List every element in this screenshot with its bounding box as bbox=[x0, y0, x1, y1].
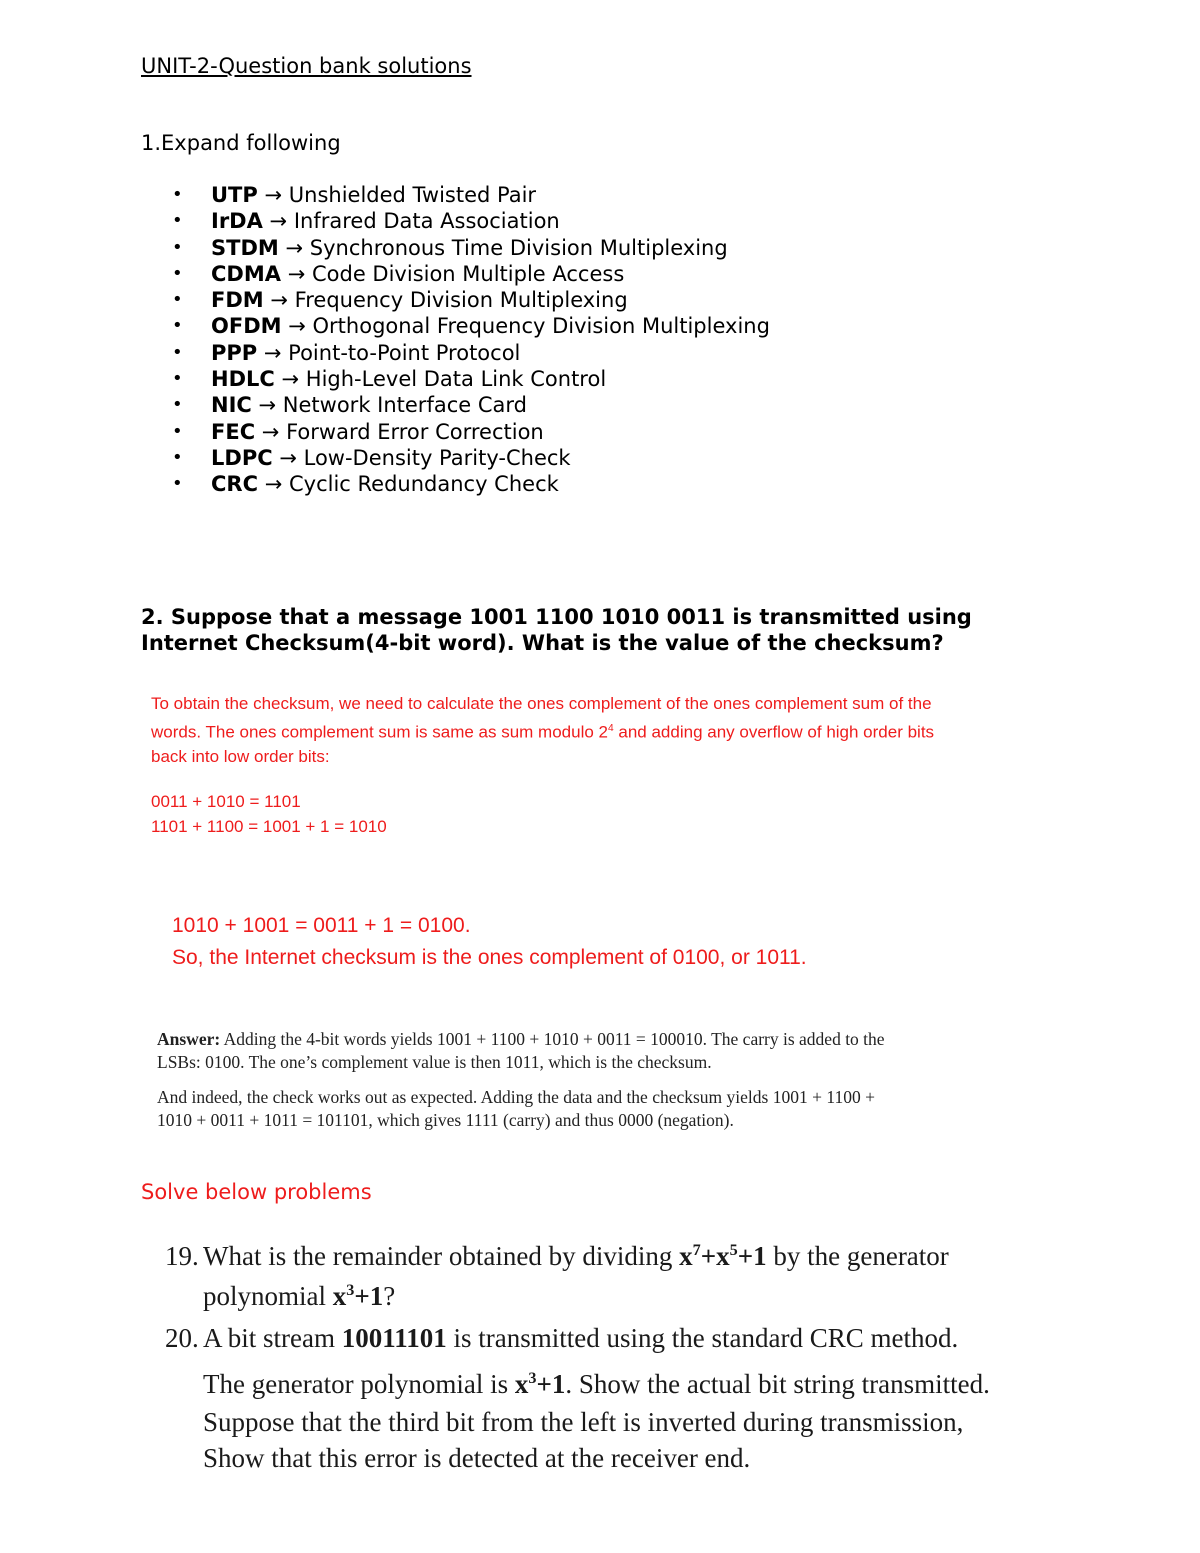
bullet-icon: • bbox=[172, 368, 183, 390]
exponent: 7 bbox=[692, 1241, 701, 1259]
expansion: Low-Density Parity-Check bbox=[303, 445, 571, 470]
calc-line: So, the Internet checksum is the ones complement of 0100, or 1011. bbox=[172, 946, 807, 969]
poly-var: x bbox=[679, 1241, 693, 1271]
expansion: Code Division Multiple Access bbox=[311, 261, 625, 286]
abbreviation-list bbox=[172, 182, 770, 498]
list-item bbox=[172, 419, 770, 445]
q2-question bbox=[141, 604, 972, 656]
arrow-icon: → bbox=[263, 340, 282, 365]
bullet-icon: • bbox=[172, 341, 183, 363]
bullet-icon: • bbox=[172, 446, 183, 468]
abbr: UTP bbox=[211, 183, 258, 207]
list-item bbox=[172, 208, 770, 234]
answer-line: And indeed, the check works out as expected. Adding the data and the checksum yields 1001 + 1100 + bbox=[157, 1087, 875, 1107]
abbr: IrDA bbox=[211, 209, 263, 234]
list-item bbox=[172, 366, 770, 392]
arrow-icon: → bbox=[281, 367, 300, 392]
abbr: CRC bbox=[211, 472, 258, 497]
problem-19 bbox=[165, 1233, 949, 1313]
abbr: FEC bbox=[211, 419, 256, 444]
bullet-icon: • bbox=[172, 184, 183, 205]
bullet-icon: • bbox=[172, 262, 183, 284]
problem-20 bbox=[165, 1318, 990, 1476]
q2-line: Internet Checksum(4-bit word). What is the value of the checksum? bbox=[141, 631, 944, 655]
arrow-icon: → bbox=[288, 314, 306, 339]
poly-term: +1 bbox=[536, 1369, 566, 1399]
list-item bbox=[172, 261, 770, 287]
arrow-icon: → bbox=[264, 472, 283, 497]
expansion: Synchronous Time Division Multiplexing bbox=[309, 235, 728, 260]
expansion: Cyclic Redundancy Check bbox=[288, 472, 559, 497]
expansion: Network Interface Card bbox=[282, 393, 527, 418]
problem-text: polynomial bbox=[203, 1281, 333, 1311]
abbr: FDM bbox=[211, 288, 264, 313]
answer-label: Answer: bbox=[157, 1029, 221, 1049]
answer-line: 1010 + 0011 + 1011 = 101101, which gives 1111 (carry) and thus 0000 (negation). bbox=[157, 1110, 734, 1130]
bullet-icon: • bbox=[172, 210, 183, 232]
poly-var: x bbox=[514, 1369, 529, 1399]
solve-heading: Solve below problems bbox=[141, 1180, 372, 1204]
poly-term: +1 bbox=[737, 1241, 767, 1271]
q2-calculation bbox=[151, 789, 387, 839]
problem-text: The generator polynomial is bbox=[203, 1369, 515, 1399]
explanation-text: and adding any overflow of high order bits bbox=[613, 722, 935, 742]
exponent: 3 bbox=[346, 1281, 355, 1299]
poly-term: +x bbox=[700, 1241, 730, 1271]
problem-text: is transmitted using the standard CRC method. bbox=[446, 1323, 959, 1353]
exponent: 5 bbox=[729, 1241, 738, 1259]
expansion: Point-to-Point Protocol bbox=[288, 340, 521, 365]
answer-line bbox=[157, 1028, 885, 1051]
poly-term: +1 bbox=[354, 1281, 384, 1311]
abbr: NIC bbox=[211, 393, 252, 418]
q2-verification bbox=[157, 1086, 875, 1132]
arrow-icon: → bbox=[287, 261, 306, 286]
problem-text: . Show the actual bit string transmitted. bbox=[565, 1369, 990, 1399]
arrow-icon: → bbox=[279, 445, 297, 470]
calc-line: 0011 + 1010 = 1101 bbox=[151, 792, 301, 811]
problem-text: Suppose that the third bit from the left is inverted during transmission, bbox=[203, 1407, 964, 1437]
list-item bbox=[172, 287, 770, 313]
answer-line: LSBs: 0100. The one’s complement value is then 1011, which is the checksum. bbox=[157, 1052, 712, 1072]
abbr: PPP bbox=[211, 340, 258, 365]
problem-text: A bit stream bbox=[203, 1323, 342, 1353]
bullet-icon: • bbox=[172, 473, 183, 495]
exponent: 3 bbox=[528, 1369, 537, 1387]
arrow-icon: → bbox=[285, 235, 304, 260]
answer-text: Adding the 4-bit words yields 1001 + 1100 + 1010 + 0011 = 100010. The carry is added to the bbox=[220, 1029, 885, 1049]
explanation-line: back into low order bits: bbox=[151, 746, 330, 766]
problem-text: by the generator bbox=[766, 1241, 949, 1271]
problem-text: ? bbox=[383, 1281, 396, 1311]
arrow-icon: → bbox=[264, 183, 283, 207]
abbr: LDPC bbox=[211, 445, 273, 470]
list-item bbox=[172, 235, 770, 261]
list-item bbox=[172, 340, 770, 366]
expansion: Forward Error Correction bbox=[286, 419, 544, 444]
bullet-icon: • bbox=[172, 315, 183, 337]
list-item bbox=[172, 182, 770, 208]
exponent: 4 bbox=[608, 722, 614, 734]
expansion: Orthogonal Frequency Division Multiplexing bbox=[312, 314, 770, 339]
bullet-icon: • bbox=[172, 394, 183, 416]
page-title: UNIT-2-Question bank solutions bbox=[141, 54, 472, 78]
bit-stream: 10011101 bbox=[341, 1323, 447, 1353]
explanation-text: words. The ones complement sum is same as sum modulo 2 bbox=[151, 722, 608, 742]
list-item bbox=[172, 471, 770, 497]
arrow-icon: → bbox=[269, 209, 288, 234]
problem-text: Show that this error is detected at the receiver end. bbox=[203, 1443, 751, 1473]
abbr: STDM bbox=[211, 235, 279, 260]
q2-answer bbox=[157, 1028, 885, 1074]
arrow-icon: → bbox=[270, 288, 288, 313]
problem-number: 20. bbox=[165, 1323, 199, 1353]
q2-result bbox=[172, 910, 807, 974]
calc-line: 1010 + 1001 = 0011 + 1 = 0100. bbox=[172, 914, 471, 937]
problem-text: What is the remainder obtained by dividing bbox=[203, 1241, 680, 1271]
arrow-icon: → bbox=[261, 419, 280, 444]
expansion: Infrared Data Association bbox=[293, 209, 560, 234]
problem-number: 19. bbox=[165, 1241, 199, 1271]
list-item bbox=[172, 313, 770, 339]
expansion: Frequency Division Multiplexing bbox=[294, 288, 628, 313]
expansion: High-Level Data Link Control bbox=[305, 367, 607, 392]
explanation-line: To obtain the checksum, we need to calculate the ones complement of the ones complement sum of the bbox=[151, 694, 932, 713]
q2-explanation bbox=[151, 692, 934, 769]
arrow-icon: → bbox=[258, 393, 277, 418]
bullet-icon: • bbox=[172, 236, 183, 258]
bullet-icon: • bbox=[172, 289, 183, 311]
q1-heading: 1.Expand following bbox=[141, 131, 341, 155]
explanation-line bbox=[151, 717, 934, 745]
poly-var: x bbox=[332, 1281, 347, 1311]
expansion: Unshielded Twisted Pair bbox=[288, 183, 537, 207]
list-item bbox=[172, 445, 770, 471]
q2-line: 2. Suppose that a message 1001 1100 1010 0011 is transmitted using bbox=[141, 605, 972, 629]
abbr: OFDM bbox=[211, 314, 282, 339]
list-item bbox=[172, 392, 770, 418]
abbr: CDMA bbox=[211, 261, 281, 286]
abbr: HDLC bbox=[211, 367, 275, 392]
calc-line: 1101 + 1100 = 1001 + 1 = 1010 bbox=[151, 817, 387, 836]
bullet-icon: • bbox=[172, 420, 183, 442]
